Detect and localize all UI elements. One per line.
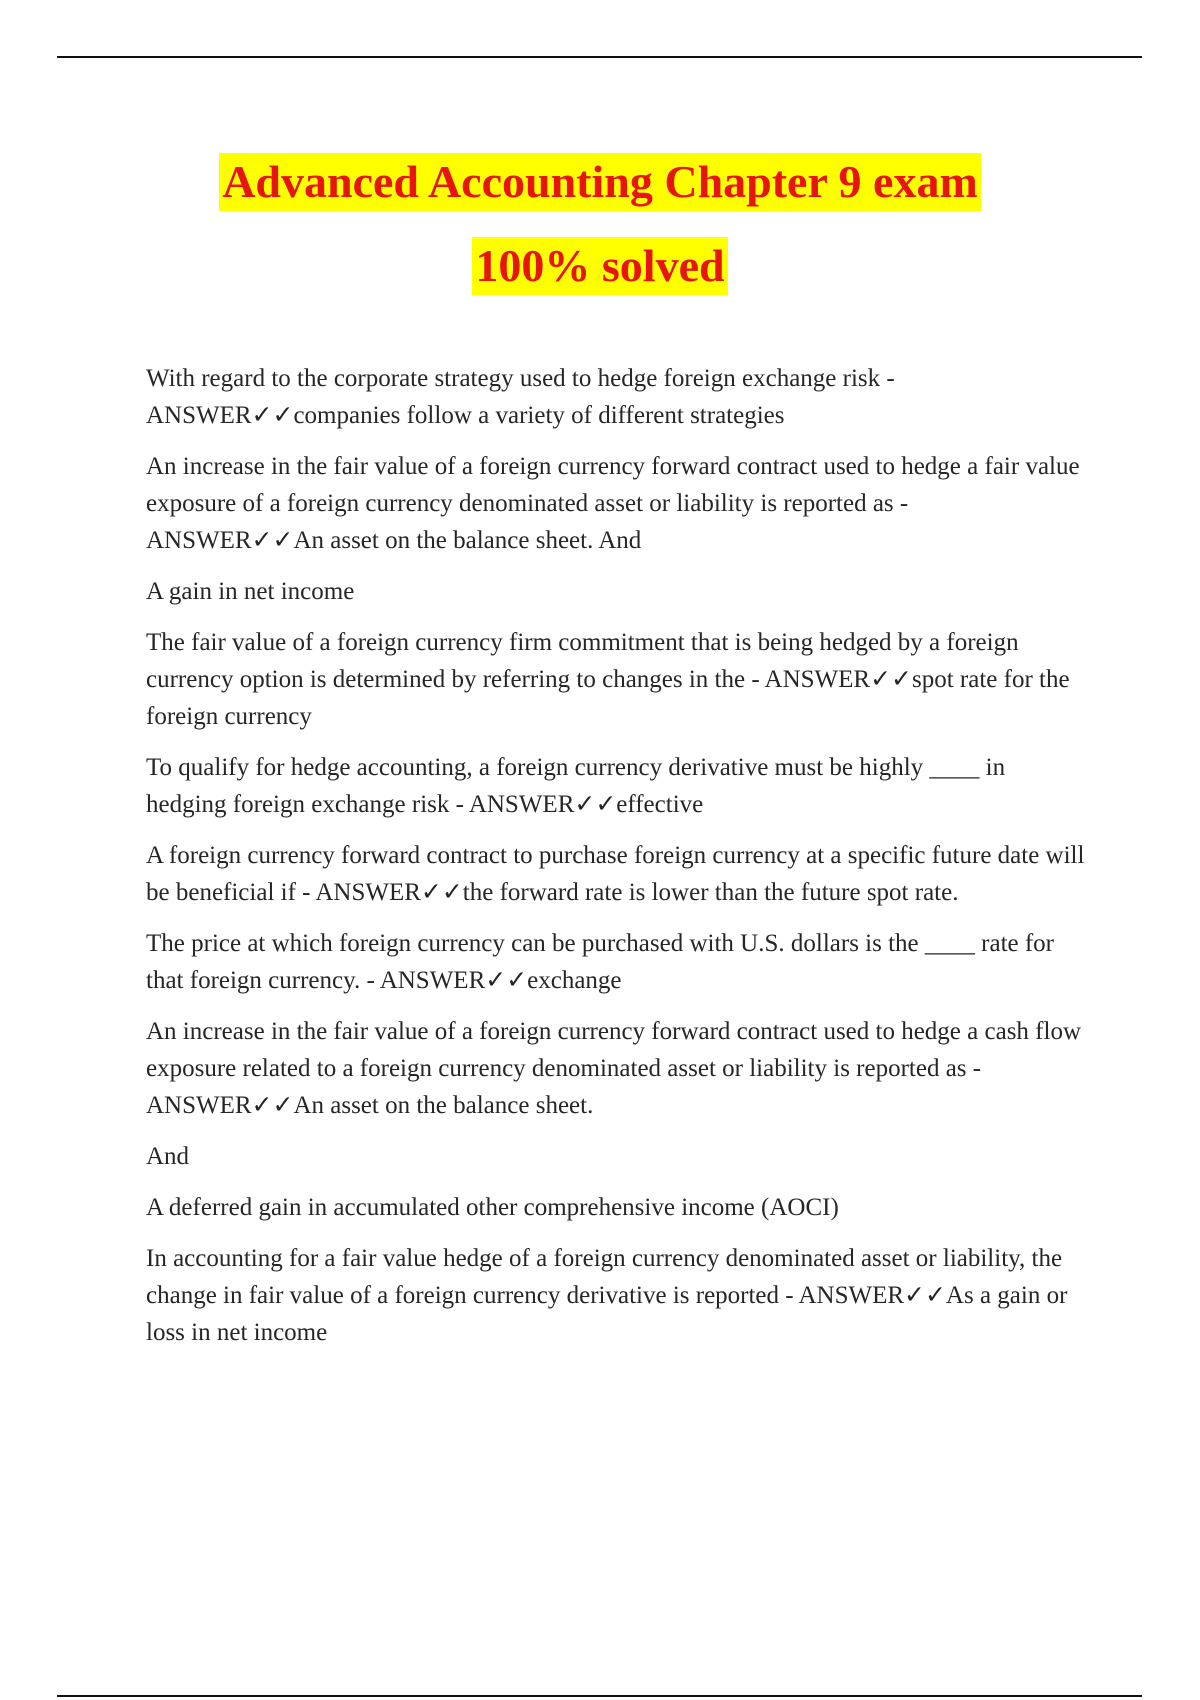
bottom-divider (57, 1695, 1142, 1697)
question-answer-6: The price at which foreign currency can be purchased with U.S. dollars is the ____ rate for that foreign currency. - ANSWER✓✓exchange (146, 930, 1055, 994)
title-line-2 (0, 224, 1200, 308)
top-divider (57, 56, 1142, 58)
question-answer-1: With regard to the corporate strategy used to hedge foreign exchange risk - ANSWER✓✓companies follow a variety of different strategies (146, 365, 895, 429)
question-answer-5: A foreign currency forward contract to purchase foreign currency at a specific future date will be beneficial if - ANSWER✓✓the forward rate is lower than the future spot rate. (146, 842, 1085, 906)
answer-continuation-7a: And (146, 1143, 190, 1170)
question-answer-2: An increase in the fair value of a foreign currency forward contract used to hedge a fair value exposure of a foreign currency denominated asset or liability is reported as - ANSWER✓✓An asset on the balance sheet. And (146, 453, 1080, 554)
answer-continuation-7b: A deferred gain in accumulated other comprehensive income (AOCI) (146, 1194, 839, 1221)
title-line-1 (0, 140, 1200, 224)
question-answer-7: An increase in the fair value of a foreign currency forward contract used to hedge a cash flow exposure related to a foreign currency denominated asset or liability is reported as - ANSWER✓✓An asset on the balance sheet. (146, 1018, 1081, 1119)
answer-continuation-2: A gain in net income (146, 578, 355, 605)
title-text-2: 100% solved (472, 237, 727, 295)
question-answer-4: To qualify for hedge accounting, a foreign currency derivative must be highly ____ in hedging foreign exchange risk - ANSWER✓✓effective (146, 754, 1006, 818)
question-answer-8: In accounting for a fair value hedge of a foreign currency denominated asset or liability, the change in fair value of a foreign currency derivative is reported - ANSWER✓✓As a gain or loss in net income (146, 1245, 1068, 1346)
title-text-1: Advanced Accounting Chapter 9 exam (219, 153, 981, 211)
document-body (146, 360, 1091, 1365)
document-title (0, 140, 1200, 308)
question-answer-3: The fair value of a foreign currency firm commitment that is being hedged by a foreign currency option is determined by referring to changes in the - ANSWER✓✓spot rate for the foreign currency (146, 629, 1070, 730)
